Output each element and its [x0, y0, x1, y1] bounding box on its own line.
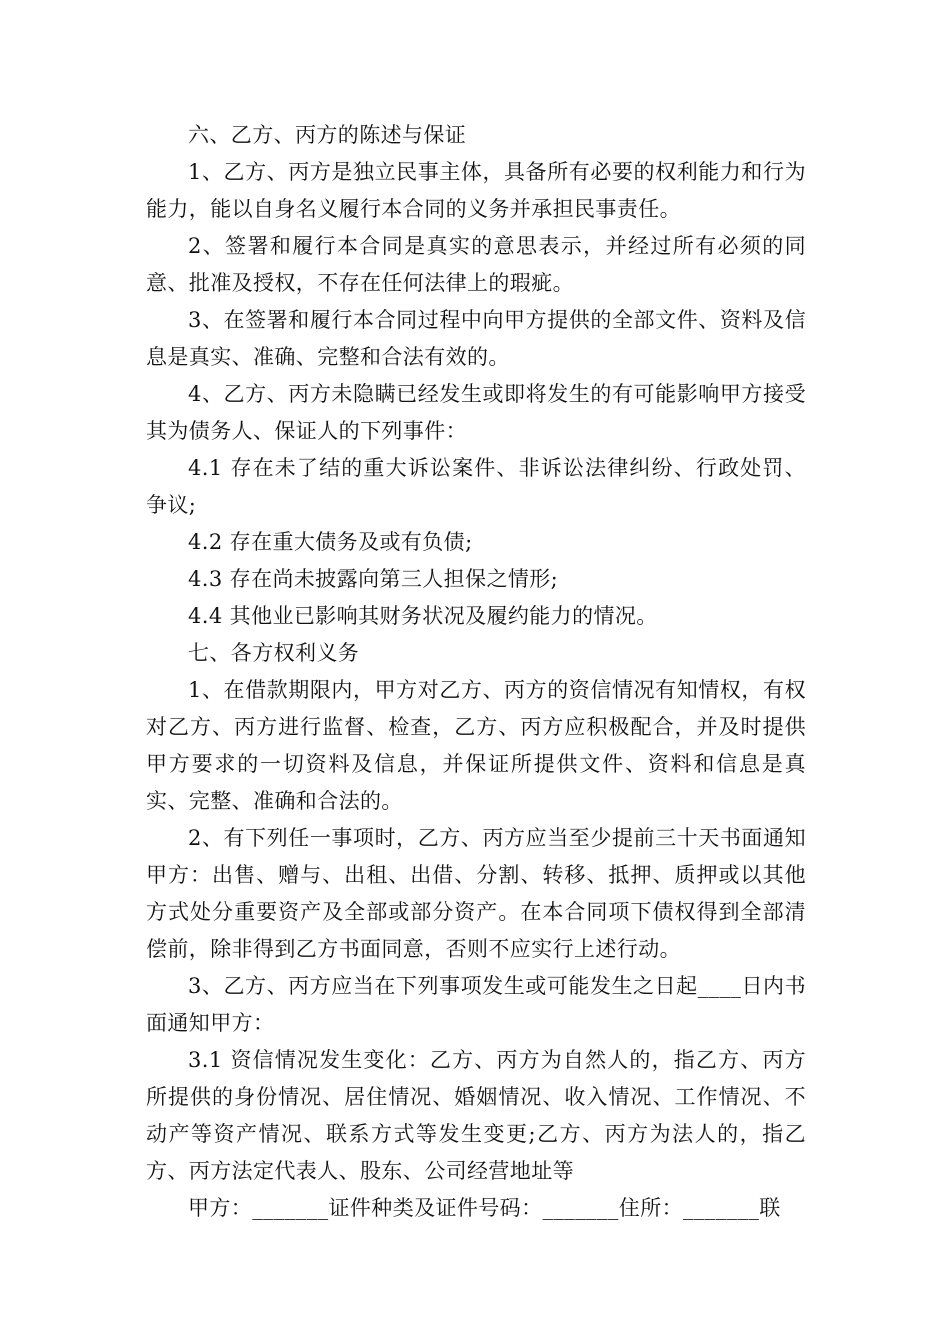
clause-7-1: 1、在借款期限内，甲方对乙方、丙方的资信情况有知情权，有权对乙方、丙方进行监督、检查，乙方、丙方应积极配合，并及时提供甲方要求的一切资料及信息，并保证所提供文件、资料和信息是真实、完整、准确和合法的。 — [146, 678, 806, 813]
clause-7-3: 3、乙方、丙方应当在下列事项发生或可能发生之日起____日内书面通知甲方： — [146, 974, 806, 1035]
document-body — [146, 117, 806, 1227]
clause-6-1: 1、乙方、丙方是独立民事主体，具备所有必要的权利能力和行为能力，能以自身名义履行本合同的义务并承担民事责任。 — [146, 160, 806, 221]
clause-7-2: 2、有下列任一事项时，乙方、丙方应当至少提前三十天书面通知甲方：出售、赠与、出租、出借、分割、转移、抵押、质押或以其他方式处分重要资产及全部或部分资产。在本合同项下债权得到全部清偿前，除非得到乙方书面同意，否则不应实行上述行动。 — [146, 826, 806, 961]
section-heading-6: 六、乙方、丙方的陈述与保证 — [188, 123, 467, 147]
clause-6-4: 4、乙方、丙方未隐瞒已经发生或即将发生的有可能影响甲方接受其为债务人、保证人的下列事件： — [146, 382, 806, 443]
clause-6-4-1: 4.1 存在未了结的重大诉讼案件、非诉讼法律纠纷、行政处罚、争议; — [146, 456, 806, 517]
clause-6-4-4: 4.4 其他业已影响其财务状况及履约能力的情况。 — [188, 604, 658, 628]
section-heading-7: 七、各方权利义务 — [188, 641, 360, 665]
clause-6-2: 2、签署和履行本合同是真实的意思表示，并经过所有必须的同意、批准及授权，不存在任何法律上的瑕疵。 — [146, 234, 806, 295]
clause-6-3: 3、在签署和履行本合同过程中向甲方提供的全部文件、资料及信息是真实、准确、完整和合法有效的。 — [146, 308, 806, 369]
clause-7-3-1: 3.1 资信情况发生变化：乙方、丙方为自然人的，指乙方、丙方所提供的身份情况、居住情况、婚姻情况、收入情况、工作情况、不动产等资产情况、联系方式等发生变更;乙方、丙方为法人的，指乙方、丙方法定代表人、股东、公司经营地址等 — [146, 1048, 806, 1183]
party-a-info-line: 甲方：_______证件种类及证件号码：_______住所：_______联 — [188, 1196, 781, 1220]
clause-6-4-2: 4.2 存在重大债务及或有负债; — [188, 530, 473, 554]
clause-6-4-3: 4.3 存在尚未披露向第三人担保之情形; — [188, 567, 559, 591]
